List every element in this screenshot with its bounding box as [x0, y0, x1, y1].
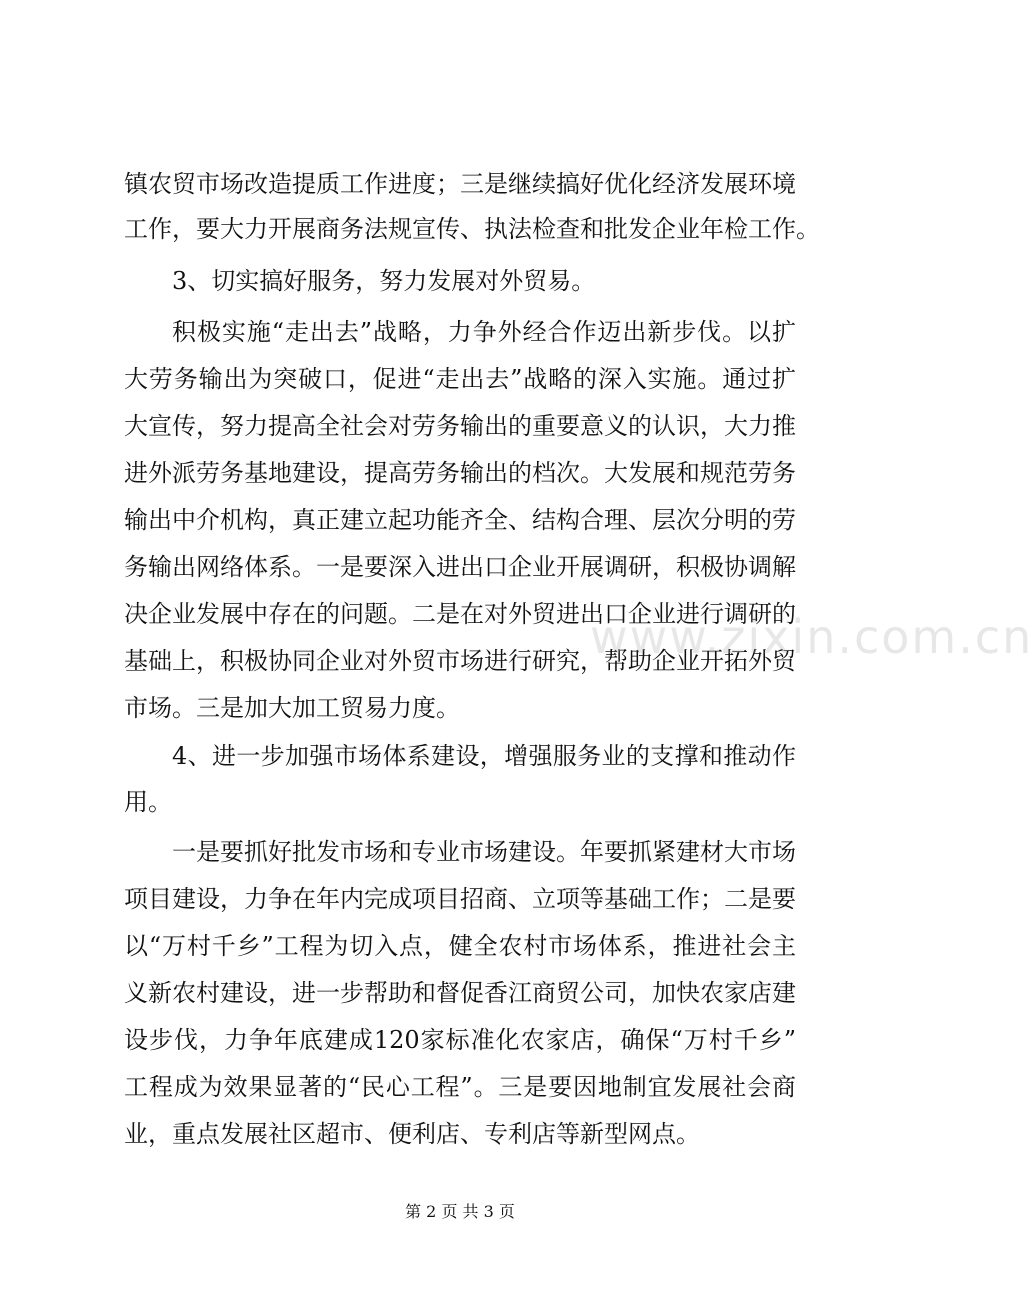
text-line: 一是要抓好批发市场和专业市场建设。年要抓紧建材大市场 [172, 838, 796, 866]
text-line: 进外派劳务基地建设，提高劳务输出的档次。大发展和规范劳务 [124, 459, 796, 487]
text-line: 决企业发展中存在的问题。二是在对外贸进出口企业进行调研的 [124, 600, 796, 628]
watermark: www.zixin.com.cn [590, 610, 1033, 664]
page-number: 第 2 页 共 3 页 [405, 1202, 515, 1221]
text-line: 大宣传，努力提高全社会对劳务输出的重要意义的认识，大力推 [124, 412, 796, 440]
text-line: 大劳务输出为突破口，促进“走出去”战略的深入实施。通过扩 [124, 365, 796, 393]
text-line: 务输出网络体系。一是要深入进出口企业开展调研，积极协调解 [124, 553, 796, 581]
text-line: 以“万村千乡”工程为切入点，健全农村市场体系，推进社会主 [124, 932, 796, 960]
text-line: 基础上，积极协同企业对外贸市场进行研究，帮助企业开拓外贸 [124, 647, 796, 675]
text-line: 业，重点发展社区超市、便利店、专利店等新型网点。 [124, 1120, 700, 1148]
text-line: 镇农贸市场改造提质工作进度；三是继续搞好优化经济发展环境 [124, 170, 796, 198]
text-line: 输出中介机构，真正建立起功能齐全、结构合理、层次分明的劳 [124, 506, 796, 534]
text-line: 义新农村建设，进一步帮助和督促香江商贸公司，加快农家店建 [124, 979, 796, 1007]
text-line: 市场。三是加大加工贸易力度。 [124, 694, 460, 722]
text-line: 项目建设，力争在年内完成项目招商、立项等基础工作；二是要 [124, 885, 796, 913]
text-line: 4、进一步加强市场体系建设，增强服务业的支撑和推动作 [172, 742, 796, 770]
text-line: 积极实施“走出去”战略，力争外经合作迈出新步伐。以扩 [172, 318, 796, 346]
text-line: 工程成为效果显著的“民心工程”。三是要因地制宜发展社会商 [124, 1073, 796, 1101]
text-line: 3、切实搞好服务，努力发展对外贸易。 [172, 267, 596, 295]
text-line: 设步伐，力争年底建成120家标准化农家店，确保“万村千乡” [124, 1026, 796, 1054]
text-line: 用。 [124, 788, 172, 816]
text-line: 工作，要大力开展商务法规宣传、执法检查和批发企业年检工作。 [124, 215, 820, 243]
